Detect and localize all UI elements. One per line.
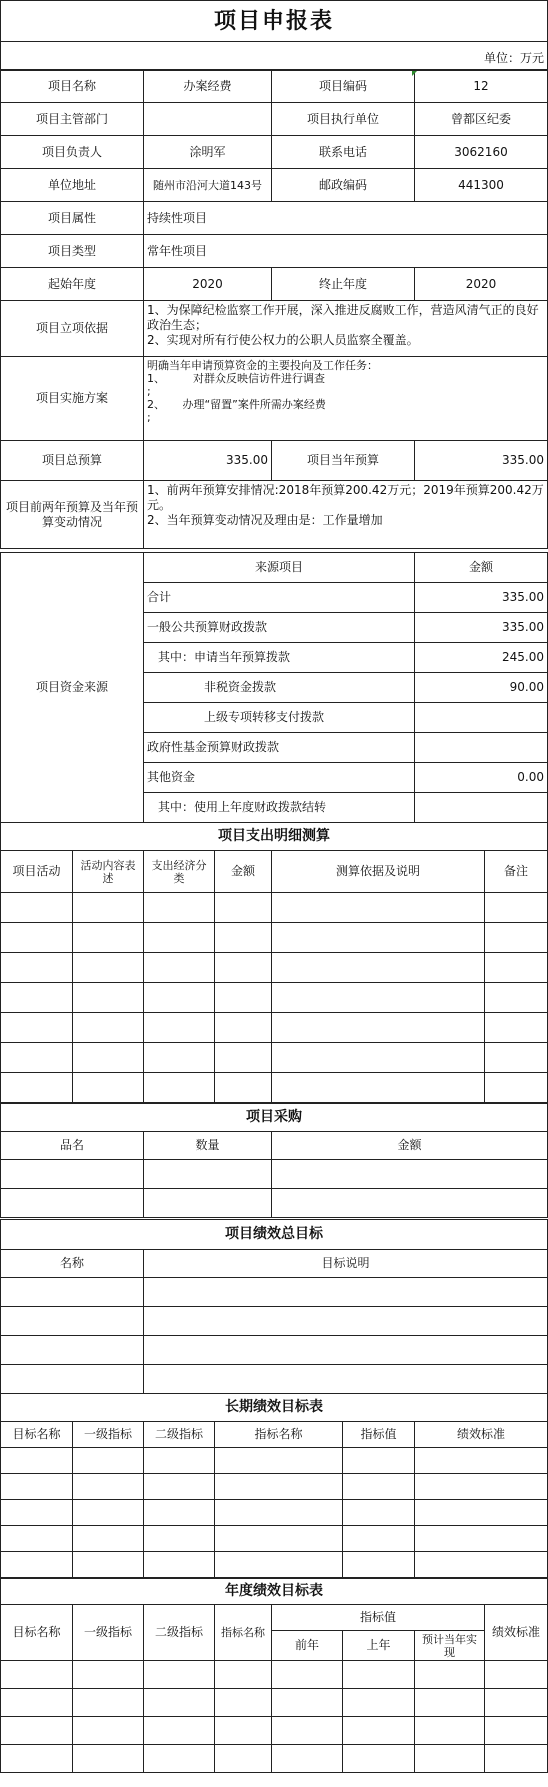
annual-header-cell: 指标名称 <box>215 1605 272 1661</box>
annual-row <box>1 1717 548 1745</box>
purchase-row <box>1 1189 548 1218</box>
expense-header-cell: 支出经济分类 <box>144 851 215 893</box>
long-term-header-cell: 指标值 <box>343 1422 415 1448</box>
expense-header-cell: 金额 <box>215 851 272 893</box>
funding-row-amount: 335.00 <box>415 583 548 613</box>
phone-label: 联系电话 <box>272 136 415 169</box>
purchase-title: 项目采购 <box>1 1104 548 1132</box>
funding-row-label: 合计 <box>144 583 415 613</box>
leader-value: 涂明军 <box>144 136 272 169</box>
expense-header-cell: 备注 <box>485 851 548 893</box>
postcode-value: 441300 <box>415 169 548 202</box>
perf-total-table <box>0 1219 548 1394</box>
expense-header-cell: 活动内容表述 <box>73 851 144 893</box>
expense-table <box>0 822 548 1103</box>
funding-row-label: 上级专项转移支付拨款 <box>144 703 415 733</box>
long-term-table <box>0 1393 548 1578</box>
cell-note-marker <box>412 71 417 76</box>
funding-section-label: 项目资金来源 <box>1 553 144 823</box>
funding-row-label: 其中：申请当年预算拨款 <box>144 643 415 673</box>
expense-row <box>1 983 548 1013</box>
dept-value <box>144 103 272 136</box>
plan-text: 明确当年申请预算资金的主要投向及工作任务： 1、 对群众反映信访件进行调查 ; 2、 办理“留置”案件所需办案经费 ; <box>144 357 548 441</box>
perf-total-header-cell: 目标说明 <box>144 1250 548 1278</box>
basis-text: 1、为保障纪检监察工作开展，深入推进反腐败工作，营造风清气正的良好政治生态； 2、实现对所有行使公权力的公职人员监察全覆盖。 <box>144 301 548 357</box>
total-budget-value: 335.00 <box>144 441 272 481</box>
funding-row-label: 其中：使用上年度财政拨款结转 <box>144 793 415 823</box>
long-term-row <box>1 1526 548 1552</box>
long-term-row <box>1 1552 548 1578</box>
funding-row-amount: 245.00 <box>415 643 548 673</box>
address-label: 单位地址 <box>1 169 144 202</box>
end-year-label: 终止年度 <box>272 268 415 301</box>
perf-total-row <box>1 1365 548 1394</box>
perf-total-row <box>1 1278 548 1307</box>
long-term-row <box>1 1474 548 1500</box>
total-budget-label: 项目总预算 <box>1 441 144 481</box>
annual-row <box>1 1745 548 1773</box>
expense-row <box>1 1073 548 1103</box>
plan-label: 项目实施方案 <box>1 357 144 441</box>
phone-value: 3062160 <box>415 136 548 169</box>
header-table <box>0 0 548 70</box>
project-code-value: 12 <box>415 71 548 103</box>
leader-label: 项目负责人 <box>1 136 144 169</box>
purchase-header-cell: 数量 <box>144 1132 272 1160</box>
long-term-header-cell: 绩效标准 <box>415 1422 548 1448</box>
funding-row-amount: 0.00 <box>415 763 548 793</box>
purchase-table <box>0 1103 548 1218</box>
annual-title: 年度绩效目标表 <box>1 1579 548 1605</box>
source-header: 来源项目 <box>144 553 415 583</box>
purchase-row <box>1 1160 548 1189</box>
annual-header-cell: 目标名称 <box>1 1605 73 1661</box>
project-name-label: 项目名称 <box>1 71 144 103</box>
expense-row <box>1 953 548 983</box>
annual-row <box>1 1689 548 1717</box>
purchase-header-cell: 品名 <box>1 1132 144 1160</box>
basis-label: 项目立项依据 <box>1 301 144 357</box>
funding-row-amount: 335.00 <box>415 613 548 643</box>
annual-subheader-cell: 预计当年实现 <box>415 1631 485 1661</box>
long-term-row <box>1 1448 548 1474</box>
change-label: 项目前两年预算及当年预算变动情况 <box>1 481 144 549</box>
annual-subheader-cell: 前年 <box>272 1631 343 1661</box>
long-term-header-cell: 目标名称 <box>1 1422 73 1448</box>
type-label: 项目类型 <box>1 235 144 268</box>
funding-row-label: 其他资金 <box>144 763 415 793</box>
long-term-header-cell: 一级指标 <box>73 1422 144 1448</box>
annual-header-cell: 指标值 <box>272 1605 485 1631</box>
annual-row <box>1 1661 548 1689</box>
long-term-header-cell: 指标名称 <box>215 1422 343 1448</box>
long-term-title: 长期绩效目标表 <box>1 1394 548 1422</box>
exec-unit-label: 项目执行单位 <box>272 103 415 136</box>
start-year-label: 起始年度 <box>1 268 144 301</box>
attr-value: 持续性项目 <box>144 202 548 235</box>
unit-label: 单位：万元 <box>1 42 548 70</box>
long-term-row <box>1 1500 548 1526</box>
funding-row-amount <box>415 733 548 763</box>
expense-title: 项目支出明细测算 <box>1 823 548 851</box>
funding-row-amount: 90.00 <box>415 673 548 703</box>
perf-total-row <box>1 1307 548 1336</box>
perf-total-row <box>1 1336 548 1365</box>
annual-header-cell: 绩效标准 <box>485 1605 548 1661</box>
expense-header-cell: 项目活动 <box>1 851 73 893</box>
project-code-label: 项目编码 <box>272 71 415 103</box>
annual-subheader-cell: 上年 <box>343 1631 415 1661</box>
funding-row-label: 一般公共预算财政拨款 <box>144 613 415 643</box>
funding-row-label: 非税资金拨款 <box>144 673 415 703</box>
perf-total-title: 项目绩效总目标 <box>1 1220 548 1250</box>
annual-header-cell: 二级指标 <box>144 1605 215 1661</box>
end-year-value: 2020 <box>415 268 548 301</box>
dept-label: 项目主管部门 <box>1 103 144 136</box>
annual-header-cell: 一级指标 <box>73 1605 144 1661</box>
current-budget-value: 335.00 <box>415 441 548 481</box>
annual-table <box>0 1578 548 1773</box>
funding-row-label: 政府性基金预算财政拨款 <box>144 733 415 763</box>
long-term-header-cell: 二级指标 <box>144 1422 215 1448</box>
project-info-table <box>0 70 548 549</box>
funding-table <box>0 552 548 823</box>
project-name-value: 办案经费 <box>144 71 272 103</box>
expense-row <box>1 893 548 923</box>
expense-row <box>1 1013 548 1043</box>
type-value: 常年性项目 <box>144 235 548 268</box>
amount-header: 金额 <box>415 553 548 583</box>
attr-label: 项目属性 <box>1 202 144 235</box>
expense-row <box>1 923 548 953</box>
perf-total-header-cell: 名称 <box>1 1250 144 1278</box>
page-title: 项目申报表 <box>1 1 548 42</box>
expense-header-cell: 测算依据及说明 <box>272 851 485 893</box>
funding-row-amount <box>415 793 548 823</box>
purchase-header-cell: 金额 <box>272 1132 548 1160</box>
expense-row <box>1 1043 548 1073</box>
change-text: 1、前两年预算安排情况:2018年预算200.42万元；2019年预算200.42万元。 2、当年预算变动情况及理由是：工作量增加 <box>144 481 548 549</box>
postcode-label: 邮政编码 <box>272 169 415 202</box>
address-value: 随州市沿河大道143号 <box>144 169 272 202</box>
current-budget-label: 项目当年预算 <box>272 441 415 481</box>
funding-row-amount <box>415 703 548 733</box>
exec-unit-value: 曾都区纪委 <box>415 103 548 136</box>
start-year-value: 2020 <box>144 268 272 301</box>
